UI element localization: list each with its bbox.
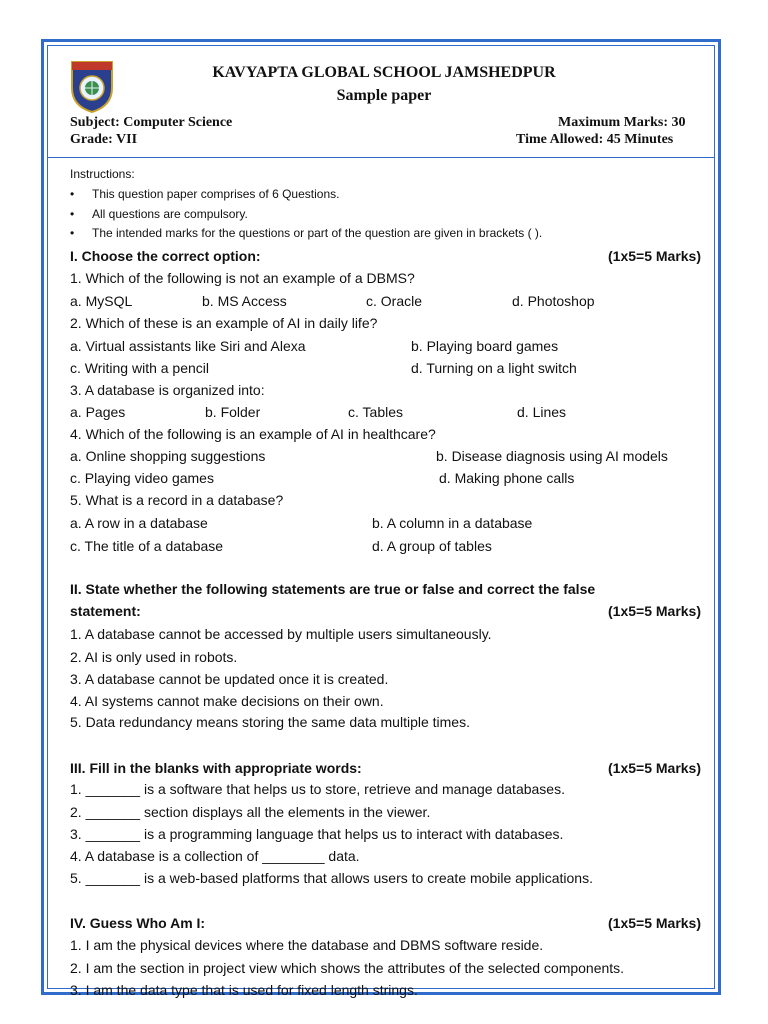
option: d. Making phone calls xyxy=(439,470,575,486)
time-allowed-label: Time Allowed: 45 Minutes xyxy=(516,132,674,147)
section-2-title: II. State whether the following statements are true or false and correct the false xyxy=(70,581,596,597)
option: b. Playing board games xyxy=(411,338,559,354)
option: a. Pages xyxy=(70,404,126,420)
statement-item: 1. A database cannot be accessed by multiple users simultaneously. xyxy=(70,626,492,642)
section-4-title: IV. Guess Who Am I: xyxy=(70,915,206,931)
option: c. Oracle xyxy=(366,293,423,309)
option: c. Playing video games xyxy=(70,470,214,486)
blank-item: 5. _______ is a web-based platforms that allows users to create mobile applications. xyxy=(70,870,593,886)
statement-item: 4. AI systems cannot make decisions on their own. xyxy=(70,693,384,709)
option: a. Virtual assistants like Siri and Alexa xyxy=(70,338,306,354)
header-divider xyxy=(48,157,714,158)
statement-item: 5. Data redundancy means storing the same data multiple times. xyxy=(70,714,470,730)
instruction-item: • This question paper comprises of 6 Questions. xyxy=(70,187,340,201)
paper-type: Sample paper xyxy=(336,87,432,104)
statement-item: 3. A database cannot be updated once it is created. xyxy=(70,671,389,687)
guess-item: 3. I am the data type that is used for fixed length strings. xyxy=(70,982,418,998)
option: b. Disease diagnosis using AI models xyxy=(436,448,668,464)
option: d. Turning on a light switch xyxy=(411,360,577,376)
question-4: 4. Which of the following is an example of AI in healthcare? xyxy=(70,426,436,442)
section-1-marks: (1x5=5 Marks) xyxy=(608,248,702,264)
section-3-marks: (1x5=5 Marks) xyxy=(608,760,702,776)
blank-item: 2. _______ section displays all the elements in the viewer. xyxy=(70,804,431,820)
option: c. Writing with a pencil xyxy=(70,360,210,376)
instruction-item: • The intended marks for the questions or part of the question are given in brackets ( ). xyxy=(70,226,543,240)
option: a. Online shopping suggestions xyxy=(70,448,266,464)
section-4-marks: (1x5=5 Marks) xyxy=(608,915,702,931)
bullet-icon: • xyxy=(70,226,75,240)
option: d. A group of tables xyxy=(372,538,492,554)
question-1: 1. Which of the following is not an example of a DBMS? xyxy=(70,270,415,286)
blank-item: 3. _______ is a programming language that helps us to interact with databases. xyxy=(70,826,564,842)
option: b. Folder xyxy=(205,404,261,420)
instruction-item: • All questions are compulsory. xyxy=(70,207,248,221)
section-1-title: I. Choose the correct option: xyxy=(70,248,261,264)
guess-item: 2. I am the section in project view which shows the attributes of the selected components. xyxy=(70,960,625,976)
bullet-icon: • xyxy=(70,187,75,201)
option: c. The title of a database xyxy=(70,538,224,554)
option: b. MS Access xyxy=(202,293,287,309)
instructions-title: Instructions: xyxy=(70,167,135,181)
question-2: 2. Which of these is an example of AI in daily life? xyxy=(70,315,378,331)
option: a. A row in a database xyxy=(70,515,208,531)
subject-label: Subject: Computer Science xyxy=(70,115,233,130)
blank-item: 1. _______ is a software that helps us to store, retrieve and manage databases. xyxy=(70,781,565,797)
section-3-title: III. Fill in the blanks with appropriate words: xyxy=(70,760,362,776)
option: c. Tables xyxy=(348,404,403,420)
option: a. MySQL xyxy=(70,293,133,309)
max-marks-label: Maximum Marks: 30 xyxy=(558,115,686,130)
option: b. A column in a database xyxy=(372,515,533,531)
option: d. Lines xyxy=(517,404,567,420)
statement-item: 2. AI is only used in robots. xyxy=(70,649,238,665)
blank-item: 4. A database is a collection of ________ data. xyxy=(70,848,360,864)
option: d. Photoshop xyxy=(512,293,595,309)
question-5: 5. What is a record in a database? xyxy=(70,492,284,508)
question-3: 3. A database is organized into: xyxy=(70,382,265,398)
section-2-title-cont: statement: xyxy=(70,603,141,619)
bullet-icon: • xyxy=(70,207,75,221)
grade-label: Grade: VII xyxy=(70,132,138,147)
school-name: KAVYAPTA GLOBAL SCHOOL JAMSHEDPUR xyxy=(212,64,556,81)
guess-item: 1. I am the physical devices where the database and DBMS software reside. xyxy=(70,937,544,953)
section-2-marks: (1x5=5 Marks) xyxy=(608,603,702,619)
